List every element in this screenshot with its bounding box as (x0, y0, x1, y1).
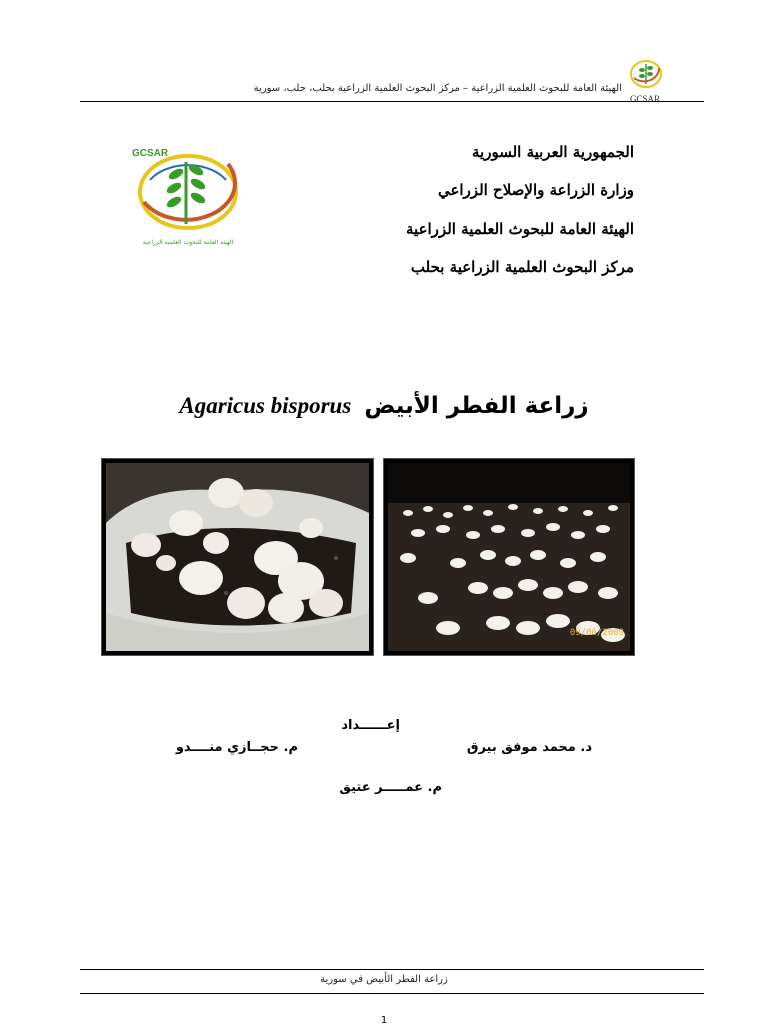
page-title (0, 393, 768, 419)
author-mando: م. حجــازي منــــدو (175, 740, 298, 755)
footer-rule-bottom (80, 993, 704, 994)
header-rule (80, 101, 704, 102)
gcsar-logo (128, 140, 246, 252)
institution-ministry: وزارة الزراعة والإصلاح الزراعي (437, 181, 634, 199)
author-bayraq: د. محمد موفق بيرق (466, 740, 592, 755)
mushroom-bag-photo (102, 459, 373, 655)
header-text: الهيئة العامة للبحوث العلمية الزراعية – مركز البحوث العلمية الزراعية بحلب، حلب، سورية (253, 83, 622, 94)
title-arabic: زراعة الفطر الأبيض (364, 393, 589, 419)
header-logo (626, 56, 666, 92)
institution-commission: الهيئة العامة للبحوث العلمية الزراعية (406, 220, 634, 238)
logo-name: GCSAR (132, 148, 169, 159)
institution-country: الجمهورية العربية السورية (472, 143, 634, 161)
page-number: 1 (380, 1015, 388, 1026)
title-latin: Agaricus bisporus (179, 393, 352, 418)
footer-text: زراعة الفطر الأبيض في سورية (320, 974, 448, 985)
header-logo-label: GCSAR (630, 94, 661, 104)
photo-date-stamp: 09/06/2009 (569, 628, 624, 638)
author-ateeq: م. عمـــــر عتيق (339, 780, 442, 795)
logo-caption: الهيئة العامة للبحوث العلمية الزراعية (142, 239, 234, 246)
mushroom-bed-photo (384, 459, 634, 655)
institution-center: مركز البحوث العلمية الزراعية بحلب (410, 258, 634, 276)
footer-rule-top (80, 969, 704, 970)
prepared-by-label: إعــــــداد (341, 718, 400, 733)
